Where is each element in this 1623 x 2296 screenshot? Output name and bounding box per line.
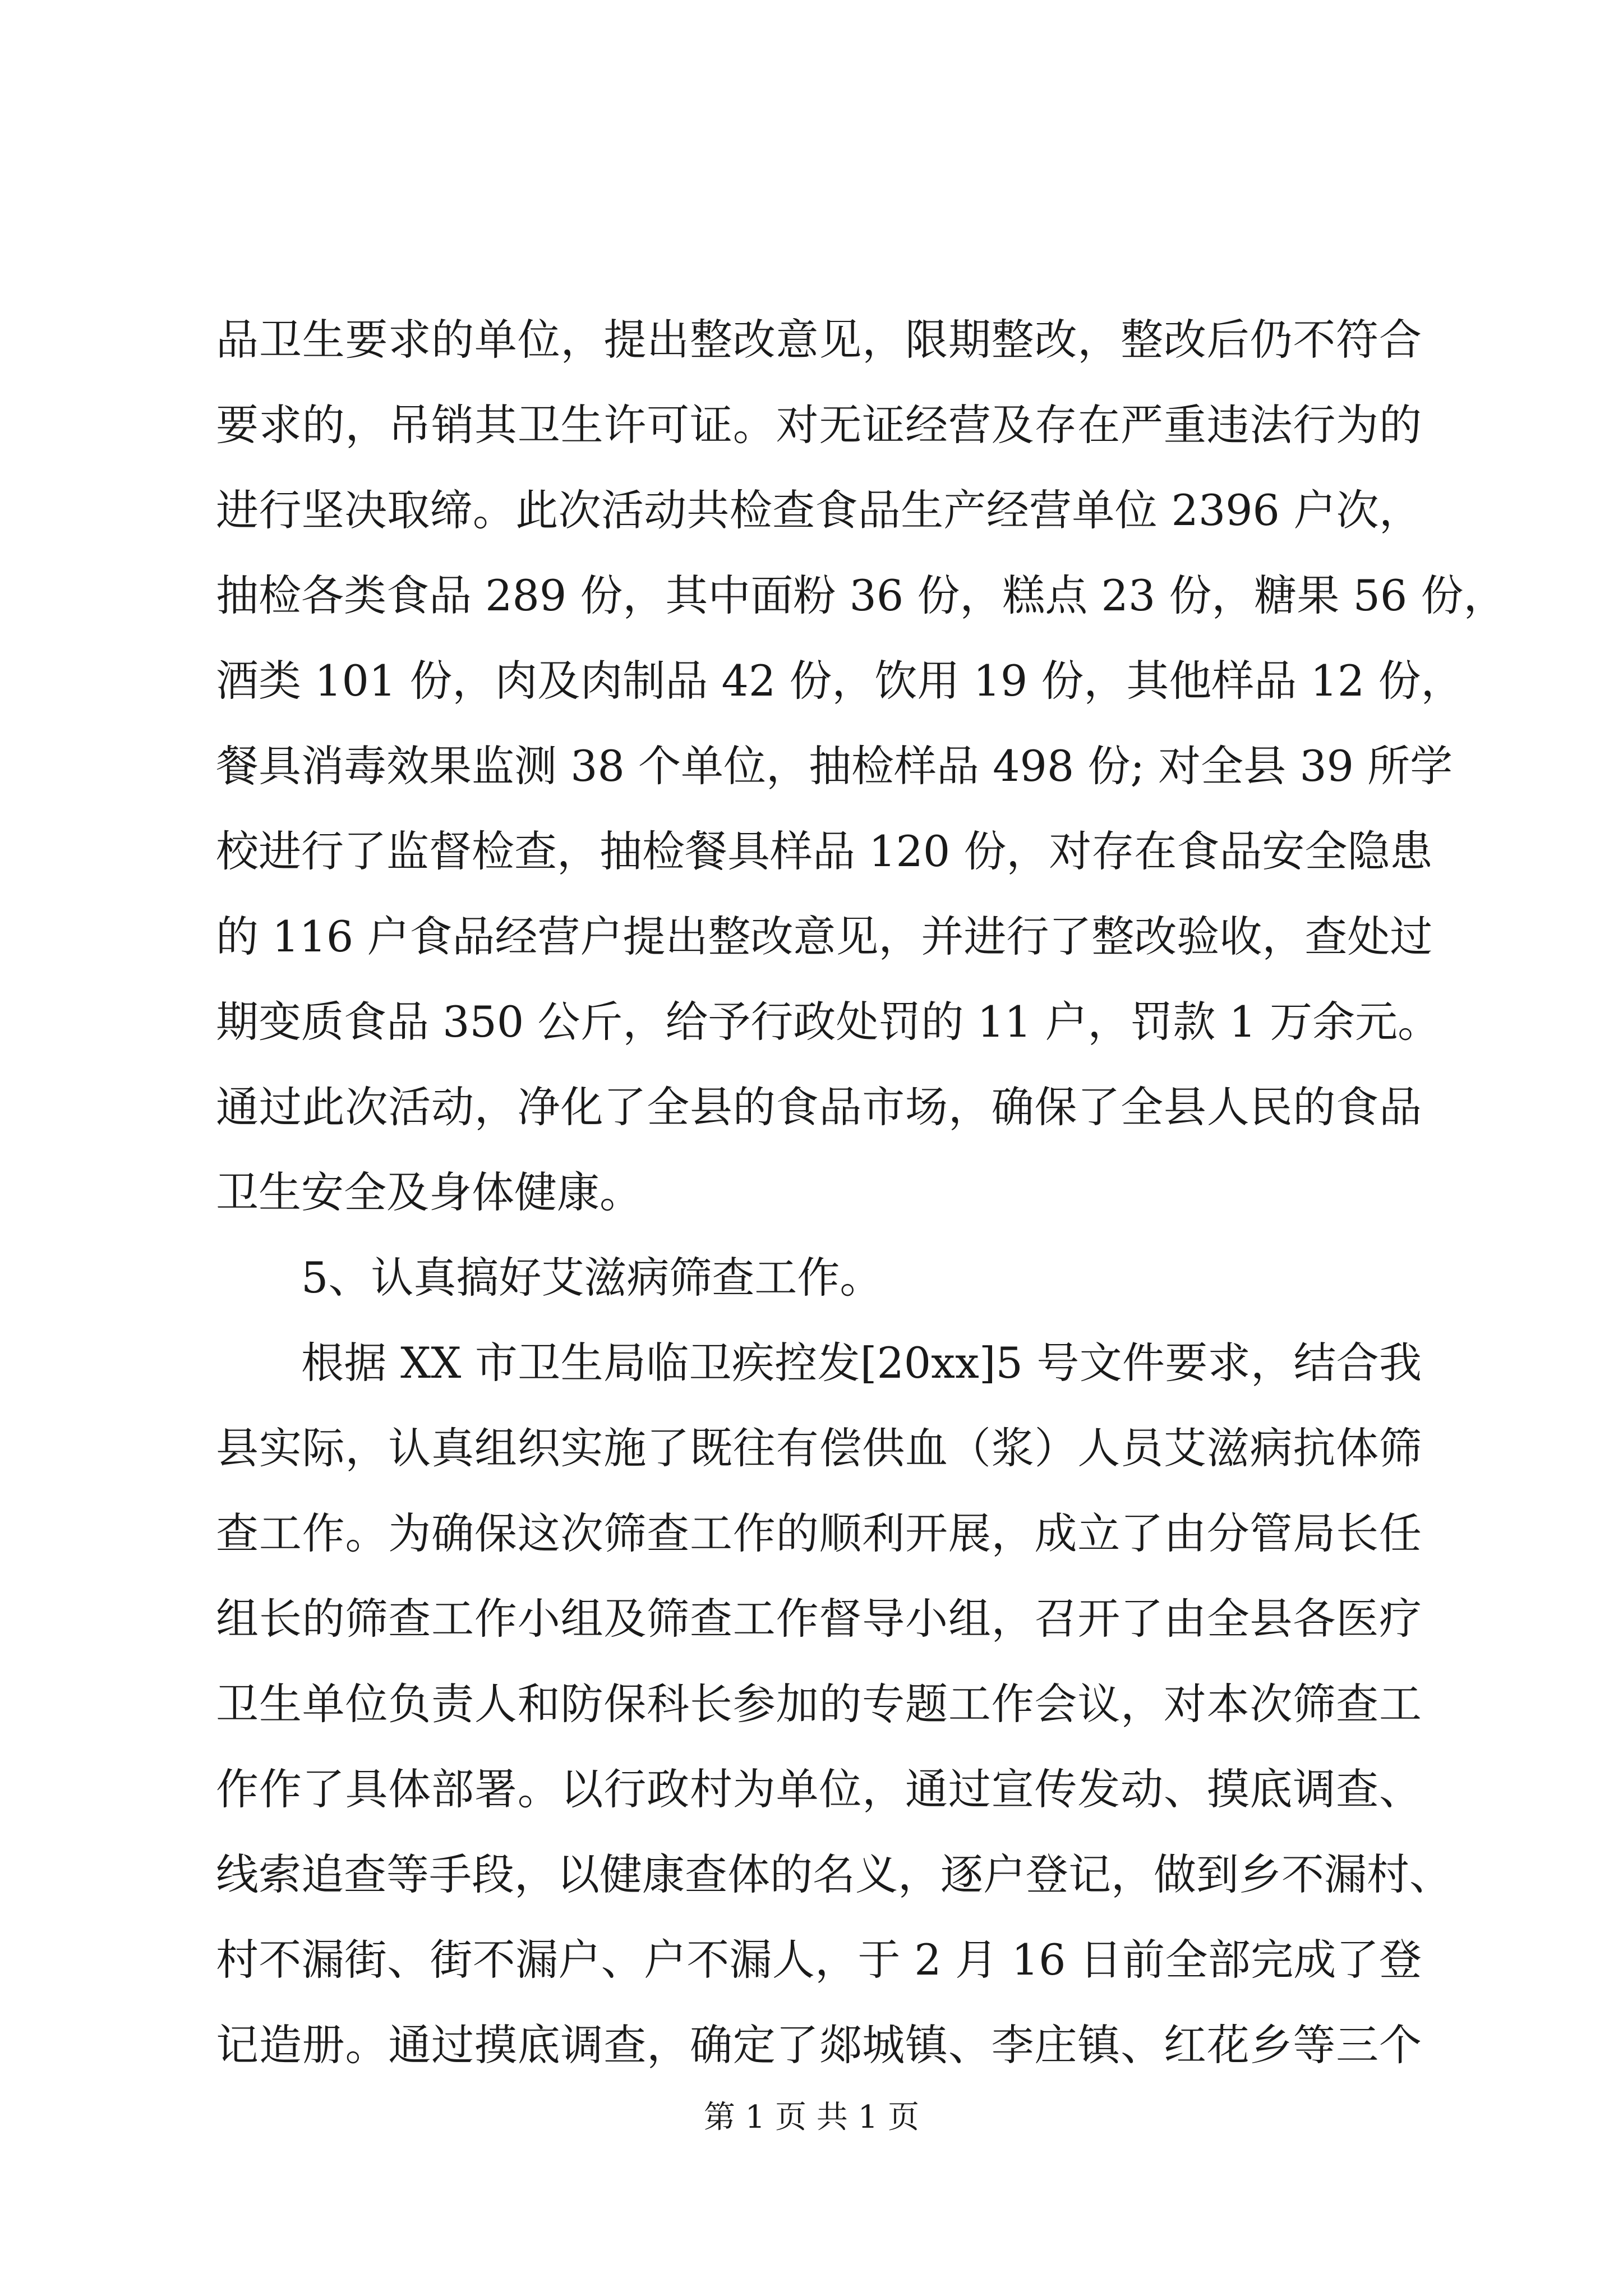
text-line: 餐具消毒效果监测 38 个单位，抽检样品 498 份; 对全县 39 所学 <box>216 741 1453 791</box>
text-line: 根据 XX 市卫生局临卫疾控发[20xx]5 号文件要求，结合我 <box>301 1338 1422 1388</box>
text-line: 酒类 101 份，肉及肉制品 42 份，饮用 19 份，其他样品 12 份， <box>216 656 1464 706</box>
text-line: 记造册。通过摸底调查，确定了郯城镇、李庄镇、红花乡等三个 <box>216 2020 1422 2070</box>
text-line: 组长的筛查工作小组及筛查工作督导小组，召开了由全县各医疗 <box>216 1594 1422 1644</box>
text-line: 县实际，认真组织实施了既往有偿供血（浆）人员艾滋病抗体筛 <box>216 1423 1422 1473</box>
text-line: 卫生安全及身体健康。 <box>216 1167 642 1217</box>
text-line: 通过此次活动，净化了全县的食品市场，确保了全县人民的食品 <box>216 1082 1422 1132</box>
text-line: 校进行了监督检查，抽检餐具样品 120 份，对存在食品安全隐患 <box>216 826 1433 876</box>
text-line: 进行坚决取缔。此次活动共检查食品生产经营单位 2396 户次， <box>216 485 1422 535</box>
text-line: 线索追查等手段，以健康查体的名义，逐户登记，做到乡不漏村、 <box>216 1849 1452 1899</box>
text-line: 村不漏街、街不漏户、户不漏人，于 2 月 16 日前全部完成了登 <box>216 1935 1422 1985</box>
text-line: 期变质食品 350 公斤，给予行政处罚的 11 户，罚款 1 万余元。 <box>216 997 1441 1047</box>
body-text <box>216 297 1506 2088</box>
section-heading: 5、认真搞好艾滋病筛查工作。 <box>301 1253 883 1303</box>
text-line: 作作了具体部署。以行政村为单位，通过宣传发动、摸底调查、 <box>216 1764 1422 1814</box>
text-line: 抽检各类食品 289 份，其中面粉 36 份，糕点 23 份，糖果 56 份， <box>216 570 1506 620</box>
text-line: 查工作。为确保这次筛查工作的顺利开展，成立了由分管局长任 <box>216 1508 1422 1558</box>
text-line: 要求的，吊销其卫生许可证。对无证经营及存在严重违法行为的 <box>216 400 1422 450</box>
text-line: 品卫生要求的单位，提出整改意见，限期整改，整改后仍不符合 <box>216 315 1422 365</box>
page-number-footer: 第 1 页 共 1 页 <box>703 2099 920 2136</box>
text-line: 卫生单位负责人和防保科长参加的专题工作会议，对本次筛查工 <box>216 1679 1422 1729</box>
text-line: 的 116 户食品经营户提出整改意见，并进行了整改验收，查处过 <box>216 912 1433 961</box>
